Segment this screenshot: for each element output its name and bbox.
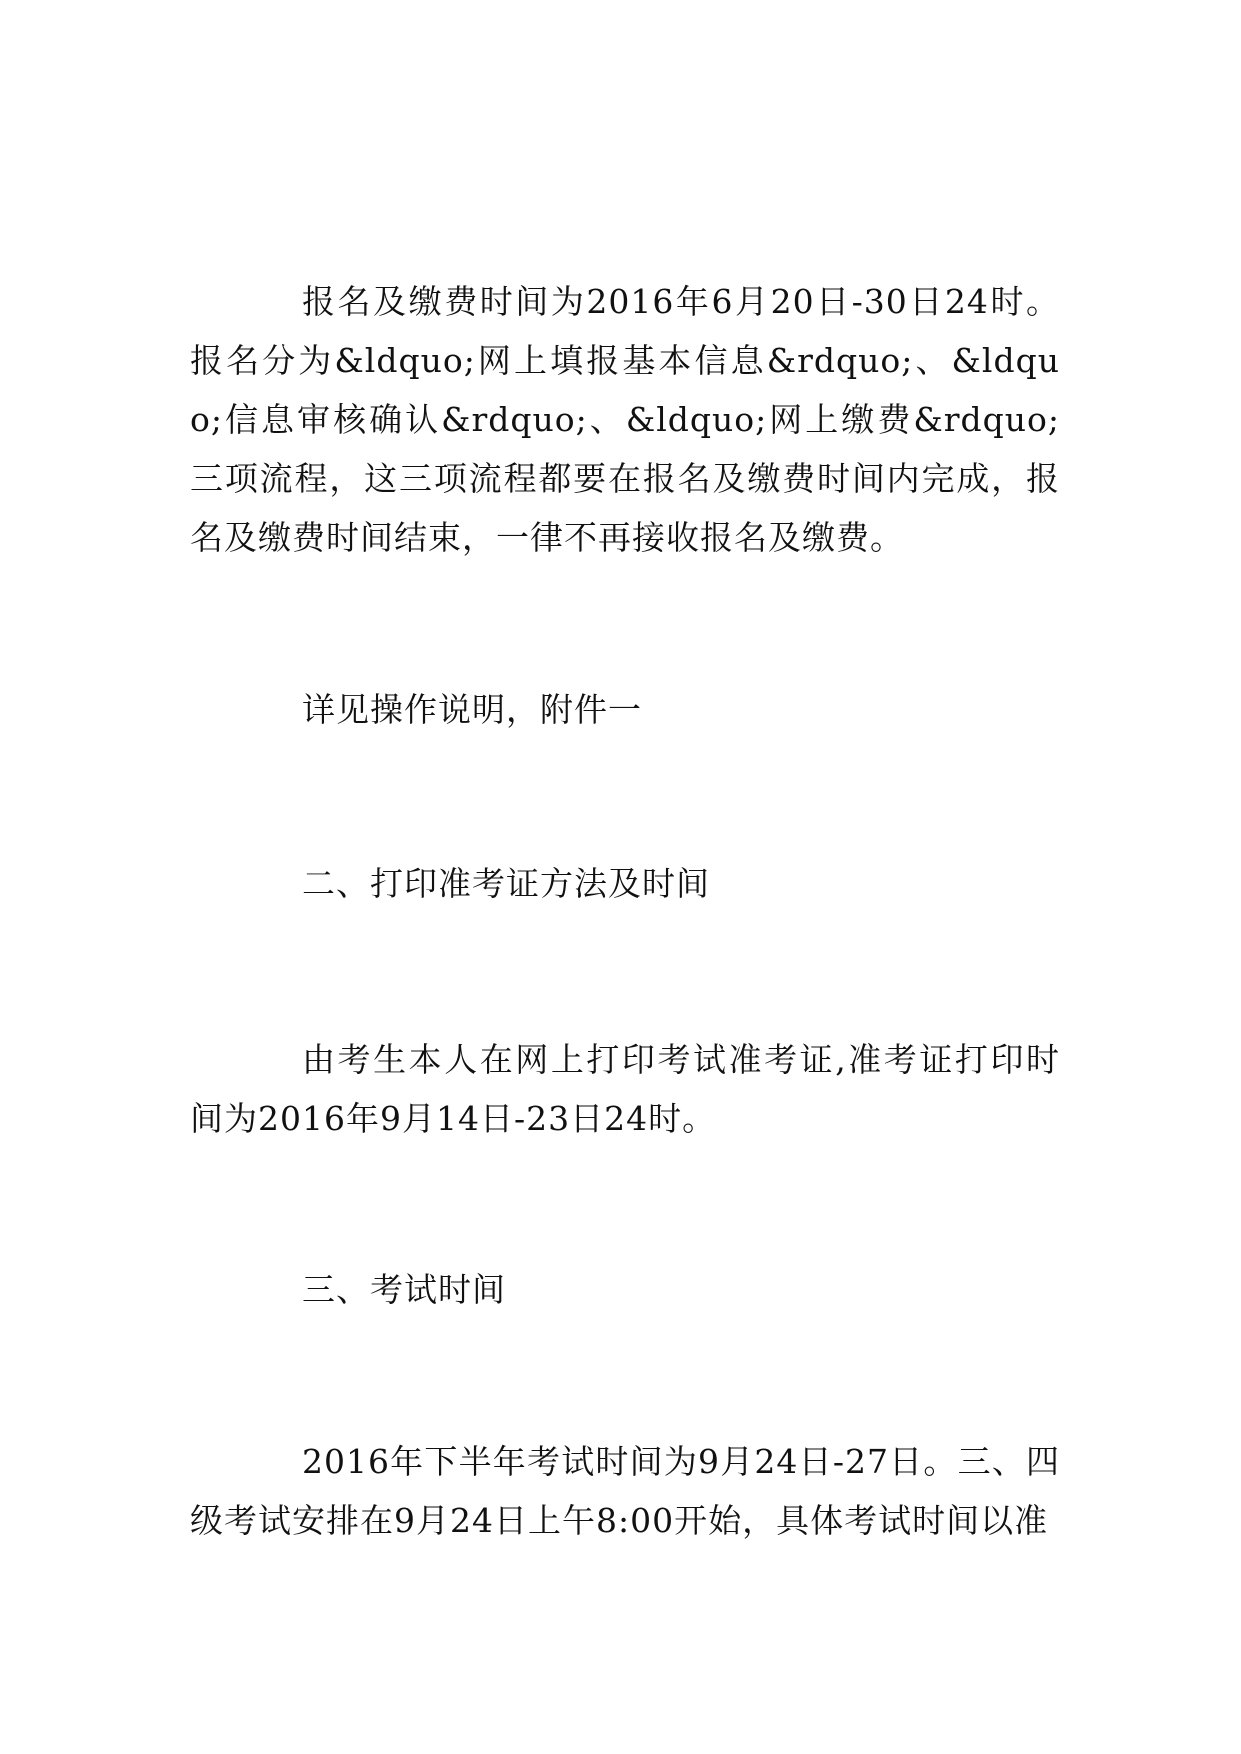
paragraph-see-instructions: 详见操作说明，附件一 [302, 690, 642, 729]
section-heading-exam-time: 三、考试时间 [302, 1270, 506, 1309]
paragraph-admission-ticket-time: 由考生本人在网上打印考试准考证,准考证打印时间为2016年9月14日-23日24时。 [190, 1040, 1060, 1138]
paragraph-exam-schedule: 2016年下半年考试时间为9月24日-27日。三、四级考试安排在9月24日上午8:00开始，具体考试时间以准 [190, 1442, 1060, 1540]
paragraph-registration-time: 报名及缴费时间为2016年6月20日-30日24时。报名分为&ldquo;网上填报基本信息&rdquo;、&ldquo;信息审核确认&rdquo;、&ldquo;网上缴费&rdquo;三项流程，这三项流程都要在报名及缴费时间内完成，报名及缴费时间结束，一律不再接收报名及缴费。 [190, 282, 1060, 557]
section-heading-print-admission-ticket: 二、打印准考证方法及时间 [302, 864, 710, 903]
